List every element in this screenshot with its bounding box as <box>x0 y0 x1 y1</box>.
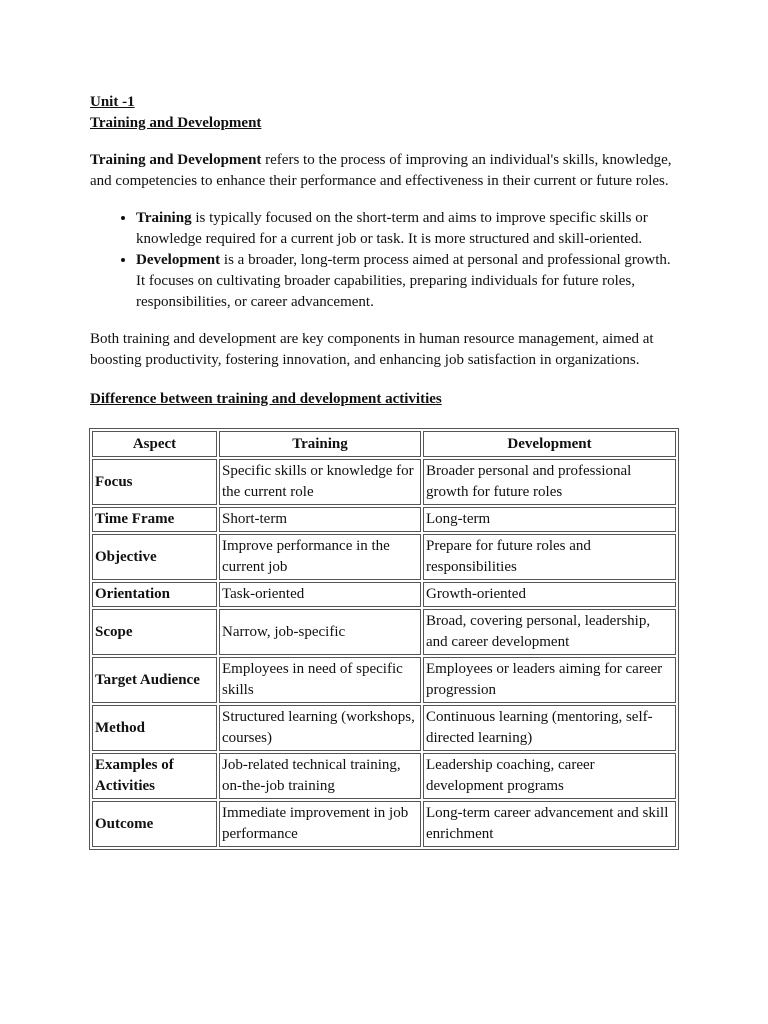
table-row <box>92 507 676 532</box>
table-row <box>92 534 676 580</box>
aspect-cell: Objective <box>92 534 217 580</box>
intro-term: Training and Development <box>90 152 262 168</box>
training-cell: Improve performance in the current job <box>219 534 421 580</box>
development-cell: Broader personal and professional growth for future roles <box>423 459 676 505</box>
aspect-cell: Examples of Activities <box>92 753 217 799</box>
table-header-row <box>92 431 676 457</box>
page-title: Training and Development <box>90 115 262 131</box>
training-cell: Task-oriented <box>219 582 421 607</box>
table-row <box>92 705 676 751</box>
bullet-list <box>90 208 680 313</box>
development-cell: Long-term career advancement and skill enrichment <box>423 801 676 847</box>
list-item <box>136 208 680 250</box>
development-cell: Continuous learning (mentoring, self-directed learning) <box>423 705 676 751</box>
header-development: Development <box>423 431 676 457</box>
intro-text: refers to the process of improving an individual's skills, knowledge, and competencies to enhance their performance and effectiveness in their current or future roles. <box>90 152 672 189</box>
training-cell: Employees in need of specific skills <box>219 657 421 703</box>
training-cell: Narrow, job-specific <box>219 609 421 655</box>
development-cell: Employees or leaders aiming for career progression <box>423 657 676 703</box>
table-row <box>92 609 676 655</box>
table-row <box>92 753 676 799</box>
bullet-text: is a broader, long-term process aimed at personal and professional growth. It focuses on cultivating broader capabilities, preparing individuals for future roles, responsibilities, or career advancement. <box>136 252 671 310</box>
development-cell: Broad, covering personal, leadership, and career development <box>423 609 676 655</box>
training-cell: Structured learning (workshops, courses) <box>219 705 421 751</box>
table-row <box>92 459 676 505</box>
bullet-term: Development <box>136 252 221 268</box>
bullet-term: Training <box>136 210 192 226</box>
summary-paragraph: Both training and development are key components in human resource management, aimed at boosting productivity, fostering innovation, and enhancing job satisfaction in organizations. <box>90 331 654 368</box>
aspect-cell: Orientation <box>92 582 217 607</box>
aspect-cell: Time Frame <box>92 507 217 532</box>
training-cell: Specific skills or knowledge for the current role <box>219 459 421 505</box>
table-row <box>92 657 676 703</box>
table-row <box>92 801 676 847</box>
bullet-text: is typically focused on the short-term and aims to improve specific skills or knowledge required for a current job or task. It is more structured and skill-oriented. <box>136 210 648 247</box>
aspect-cell: Outcome <box>92 801 217 847</box>
development-cell: Prepare for future roles and responsibilities <box>423 534 676 580</box>
development-cell: Long-term <box>423 507 676 532</box>
development-cell: Leadership coaching, career development programs <box>423 753 676 799</box>
list-item <box>136 250 680 313</box>
header-aspect: Aspect <box>92 431 217 457</box>
header-training: Training <box>219 431 421 457</box>
aspect-cell: Focus <box>92 459 217 505</box>
training-cell: Job-related technical training, on-the-job training <box>219 753 421 799</box>
aspect-cell: Scope <box>92 609 217 655</box>
aspect-cell: Method <box>92 705 217 751</box>
table-heading: Difference between training and development activities <box>90 391 442 407</box>
aspect-cell: Target Audience <box>92 657 217 703</box>
training-cell: Immediate improvement in job performance <box>219 801 421 847</box>
unit-label: Unit -1 <box>90 94 135 110</box>
document-page <box>90 92 680 850</box>
development-cell: Growth-oriented <box>423 582 676 607</box>
intro-paragraph <box>90 150 680 192</box>
table-row <box>92 582 676 607</box>
comparison-table <box>89 428 679 850</box>
training-cell: Short-term <box>219 507 421 532</box>
